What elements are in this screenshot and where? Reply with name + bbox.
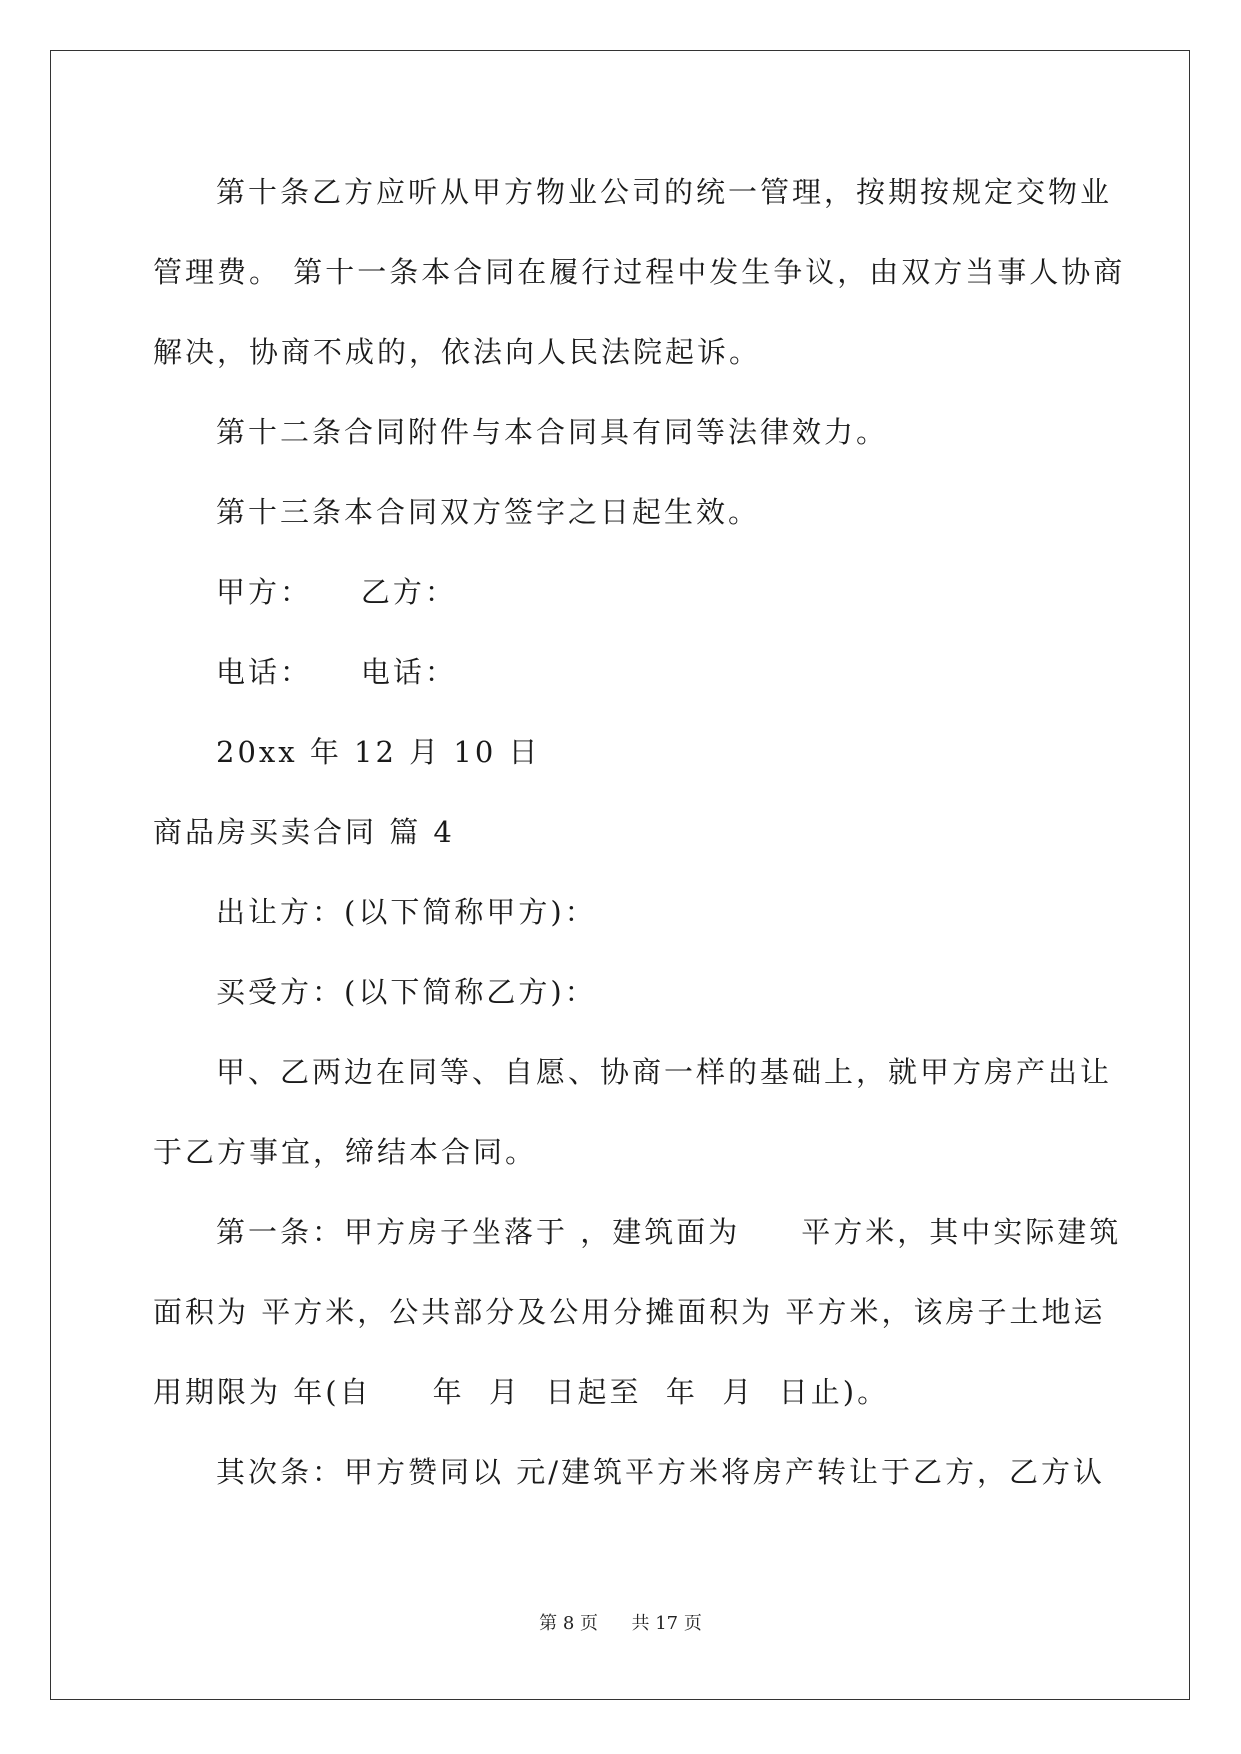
paragraph-line: 管理费。 第十一条本合同在履行过程中发生争议，由双方当事人协商 [153, 255, 1126, 289]
signature-phone-line: 电话： 电话： [216, 655, 457, 689]
paragraph-line: 第十二条合同附件与本合同具有同等法律效力。 [216, 415, 889, 449]
paragraph-line: 解决，协商不成的，依法向人民法院起诉。 [153, 335, 762, 369]
section-heading: 商品房买卖合同 篇 4 [153, 815, 455, 849]
current-page-number: 第 8 页 [539, 1613, 599, 1634]
paragraph-line: 用期限为 年(自 年 月 日起至 年 月 日止)。 [153, 1375, 890, 1409]
page-footer [0, 1612, 1241, 1636]
paragraph-line: 甲、乙两边在同等、自愿、协商一样的基础上，就甲方房产出让 [216, 1055, 1113, 1089]
signature-date: 20xx 年 12 月 10 日 [216, 735, 541, 769]
total-page-count: 共 17 页 [631, 1613, 702, 1634]
paragraph-line: 面积为 平方米，公共部分及公用分摊面积为 平方米，该房子土地运 [153, 1295, 1106, 1329]
paragraph-line: 于乙方事宜，缔结本合同。 [153, 1135, 538, 1169]
paragraph-line: 第一条：甲方房子坐落于 ，建筑面为 平方米，其中实际建筑 [216, 1215, 1122, 1249]
signature-party-line: 甲方： 乙方： [216, 575, 457, 609]
paragraph-line: 第十条乙方应听从甲方物业公司的统一管理，按期按规定交物业 [216, 175, 1113, 209]
party-line: 出让方：(以下简称甲方)： [216, 895, 597, 929]
party-line: 买受方：(以下简称乙方)： [216, 975, 597, 1009]
paragraph-line: 其次条：甲方赞同以 元/建筑平方米将房产转让于乙方，乙方认 [216, 1455, 1105, 1489]
paragraph-line: 第十三条本合同双方签字之日起生效。 [216, 495, 761, 529]
